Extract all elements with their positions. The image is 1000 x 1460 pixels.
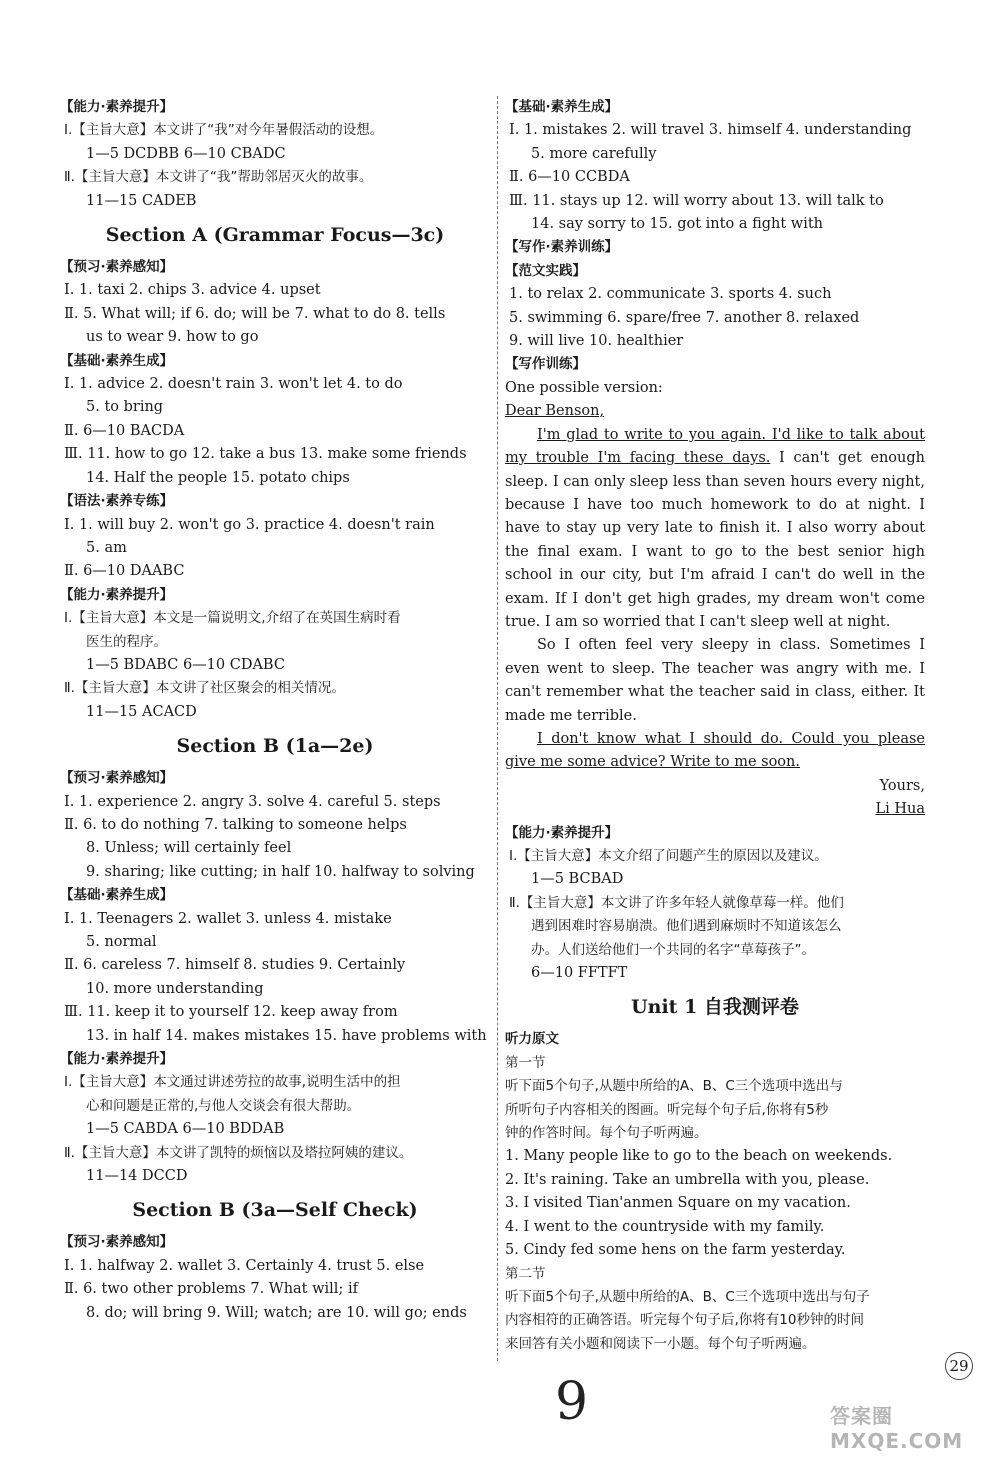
answer-line: 10. more understanding [86,980,264,997]
answer-line: 心和问题是正常的,与他人交谈会有很大帮助。 [86,1097,361,1114]
answer-line: Ⅰ.【主旨大意】本文通过讲述劳拉的故事,说明生活中的担 [64,1074,401,1091]
answer-line: Ⅲ. 11. stays up 12. will worry about 13. will talk to [509,192,884,209]
answer-line: Ⅱ.【主旨大意】本文讲了许多年轻人就像草莓一样。他们 [509,894,844,911]
answer-line: 医生的程序。 [86,633,167,650]
answer-line: 5. swimming 6. spare/free 7. another 8. relaxed [509,309,860,326]
answer-line: 第一节 [505,1054,546,1071]
answer-line: 1—5 BDABC 6—10 CDABC [86,656,285,673]
section-header: 【预习·素养感知】 [60,770,174,787]
answer-line: Li Hua [875,801,925,818]
answer-line: 遇到困难时容易崩溃。他们遇到麻烦时不知道该怎么 [531,918,842,935]
answer-line: Ⅲ. 11. keep it to yourself 12. keep away from [64,1004,398,1021]
answer-line: 6—10 FFTFT [531,965,628,982]
answer-line: 3. I visited Tian'anmen Square on my vacation. [505,1195,851,1212]
answer-line: One possible version: [505,379,663,396]
answer-line: 14. say sorry to 15. got into a fight with [531,216,824,233]
answer-line: 9. will live 10. healthier [509,333,684,350]
answer-line: Ⅱ. 6—10 BACDA [64,422,185,439]
section-header: 【写作训练】 [505,356,586,373]
answer-line: 5. more carefully [531,145,657,162]
answer-line: 8. Unless; will certainly feel [86,840,292,857]
answer-line: 4. I went to the countryside with my family. [505,1218,825,1235]
answer-line: 办。人们送给他们一个共同的名字“草莓孩子”。 [531,941,815,958]
section-header: 【写作·素养训练】 [505,239,619,256]
section-header: 【预习·素养感知】 [60,259,174,276]
answer-line: Yours, [879,777,925,794]
answer-line: Ⅰ.【主旨大意】本文讲了“我”对今年暑假活动的设想。 [64,122,384,139]
left-column [60,96,490,1325]
section-header: 【预习·素养感知】 [60,1234,174,1251]
handwritten-mark: 9 [555,1372,589,1432]
answer-line: 2. It's raining. Take an umbrella with you, please. [505,1171,870,1188]
answer-line: Dear Benson, [505,403,605,420]
answer-line: Ⅰ. 1. halfway 2. wallet 3. Certainly 4. trust 5. else [64,1257,425,1274]
paragraph-segment: I can't get enough sleep. I can only sleep less than seven hours every night, because I have too much homework to do at night. I have to stay up very late to finish it. I also worry about the final exam. I want to go to the best senior high school in our city, but I'm afraid I can't do well in the exam. If I don't get high grades, my dream won't come true. I am so worried that I can't sleep well at night. [505,450,925,630]
right-column [505,96,925,1356]
section-title: Section B (3a—Self Check) [132,1199,418,1222]
answer-line: 5. Cindy fed some hens on the farm yesterday. [505,1242,846,1259]
section-header: 听力原文 [505,1031,559,1048]
answer-line: 5. am [86,539,127,556]
answer-line: Ⅱ. 6. to do nothing 7. talking to someone helps [64,816,407,833]
answer-line: Ⅲ. 11. how to go 12. take a bus 13. make some friends [64,446,467,463]
answer-line: 所听句子内容相关的图画。听完每个句子后,你将有5秒 [505,1101,829,1118]
column-divider [497,96,498,1361]
answer-line: Ⅰ. 1. taxi 2. chips 3. advice 4. upset [64,282,321,299]
section-header: 【基础·素养生成】 [60,352,174,369]
answer-line: 1—5 CABDA 6—10 BDDAB [86,1121,285,1138]
answer-line: 11—14 DCCD [86,1168,188,1185]
answer-line: Ⅱ. 5. What will; if 6. do; will be 7. what to do 8. tells [64,305,446,322]
section-header: 【能力·素养提升】 [60,99,174,115]
answer-line: Ⅰ. 1. advice 2. doesn't rain 3. won't let 4. to do [64,376,403,393]
answer-line: Ⅱ. 6. two other problems 7. What will; if [64,1281,358,1298]
section-header: 【能力·素养提升】 [505,824,619,841]
answer-line: 1. Many people like to go to the beach on weekends. [505,1148,893,1165]
answer-line: 来回答有关小题和阅读下一小题。每个句子听两遍。 [505,1335,816,1352]
answer-line: 1—5 BCBAD [531,871,624,888]
answer-line: 5. normal [86,934,157,950]
letter-paragraph [505,424,925,635]
answer-line: 11—15 CADEB [86,192,197,209]
answer-line: Ⅱ.【主旨大意】本文讲了社区聚会的相关情况。 [64,680,345,697]
section-header: 【基础·素养生成】 [505,99,619,115]
answer-line: 1. to relax 2. communicate 3. sports 4. such [509,286,832,303]
watermark: 答案圈 MXQE.COM [830,1404,964,1453]
answer-line: Ⅱ.【主旨大意】本文讲了凯特的烦恼以及塔拉阿姨的建议。 [64,1144,413,1161]
letter-paragraph [505,728,925,775]
answer-line: Ⅰ. 1. mistakes 2. will travel 3. himself 4. understanding [509,122,912,139]
answer-line: 内容相符的正确答语。听完每个句子后,你将有10秒钟的时间 [505,1312,864,1329]
answer-line: 8. do; will bring 9. Will; watch; are 10. will go; ends [86,1304,467,1321]
answer-line: Ⅱ. 6—10 DAABC [64,563,185,580]
answer-line: 14. Half the people 15. potato chips [86,469,350,486]
section-header: 【基础·素养生成】 [60,887,174,904]
answer-line: Ⅱ.【主旨大意】本文讲了“我”帮助邻居灭火的故事。 [64,169,373,186]
section-title: Section B (1a—2e) [176,735,374,758]
answer-line: 听下面5个句子,从题中所给的A、B、C三个选项中选出与 [505,1078,843,1095]
letter-paragraph [505,634,925,728]
section-header: 【语法·素养专练】 [60,493,174,510]
paragraph-segment: I'm glad to write to you again. I'd like to talk about my trouble I'm facing these days. [505,426,925,467]
answer-line: 钟的作答时间。每个句子听两遍。 [505,1125,708,1142]
answer-line: Ⅱ. 6—10 CCBDA [509,169,630,186]
answer-line: Ⅱ. 6. careless 7. himself 8. studies 9. Certainly [64,957,406,974]
answer-line: us to wear 9. how to go [86,329,259,346]
section-header: 【能力·素养提升】 [60,1051,174,1068]
answer-line: 听下面5个句子,从题中所给的A、B、C三个选项中选出与句子 [505,1288,870,1305]
answer-line: Ⅰ.【主旨大意】本文介绍了问题产生的原因以及建议。 [509,848,828,864]
section-title: Unit 1 自我测评卷 [631,996,799,1019]
paragraph-segment: So I often feel very sleepy in class. Sometimes I even went to sleep. The teacher was angry with me. I can't remember what the teacher said in class, either. It made me terrible. [505,637,925,724]
answer-line: Ⅰ.【主旨大意】本文是一篇说明文,介绍了在英国生病时看 [64,610,401,627]
answer-line: Ⅰ. 1. will buy 2. won't go 3. practice 4. doesn't rain [64,516,435,533]
section-title: Section A (Grammar Focus—3c) [105,224,445,247]
answer-line: 5. to bring [86,399,164,416]
section-header: 【能力·素养提升】 [60,586,174,603]
answer-line: 1—5 DCDBB 6—10 CBADC [86,145,286,162]
section-header: 【范文实践】 [505,262,586,279]
page-number: 29 [945,1352,973,1380]
answer-line: Ⅰ. 1. experience 2. angry 3. solve 4. careful 5. steps [64,793,441,810]
answer-line: Ⅰ. 1. Teenagers 2. wallet 3. unless 4. mistake [64,910,392,927]
paragraph-segment: I don't know what I should do. Could you please give me some advice? Write to me soon. [505,730,925,771]
answer-line: 13. in half 14. makes mistakes 15. have problems with [86,1027,487,1044]
answer-line: 9. sharing; like cutting; in half 10. halfway to solving [86,863,475,880]
answer-line: 11—15 ACACD [86,703,197,720]
answer-line: 第二节 [505,1265,546,1282]
